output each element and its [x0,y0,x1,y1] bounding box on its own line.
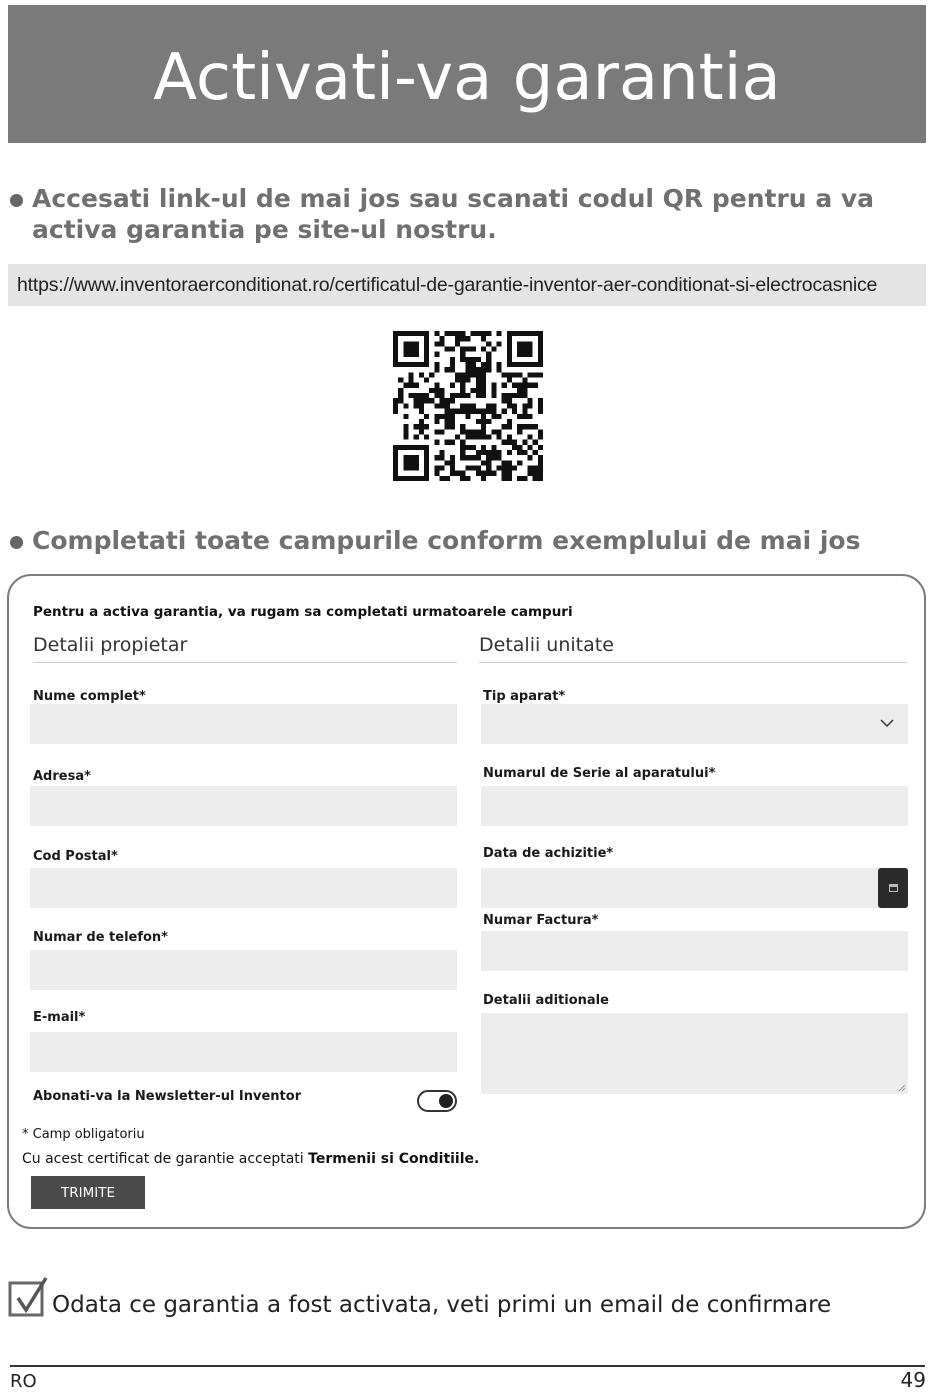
submit-button[interactable]: TRIMITE [31,1176,145,1209]
step-complete-fields [10,525,910,556]
terms-prefix: Cu acest certificat de garantie acceptati [22,1151,309,1167]
newsletter-label: Abonati-va la Newsletter-ul Inventor [33,1089,302,1104]
phone-label: Numar de telefon* [33,930,168,945]
invoice-number-label: Numar Factura* [483,913,599,928]
terms-link[interactable]: Termenii si Conditiile. [308,1151,480,1167]
purchase-date-input[interactable] [481,868,908,908]
email-input[interactable] [30,1032,457,1072]
full-name-input[interactable] [30,704,457,744]
qr-code-icon [393,331,543,481]
phone-input[interactable] [30,950,457,990]
step-access-link-text: Accesati link-ul de mai jos sau scanati codul QR pentru a va activa garantia pe site-ul nostru. [32,184,875,244]
serial-number-input[interactable] [481,786,908,826]
calendar-button[interactable] [878,868,908,908]
device-type-label: Tip aparat* [483,689,566,704]
warranty-form-example [7,574,926,1229]
toggle-knob [439,1094,453,1108]
email-label: E-mail* [33,1010,86,1025]
address-input[interactable] [30,786,457,826]
terms-note [22,1151,479,1167]
step-access-link [10,183,890,245]
additional-details-label: Detalii aditionale [483,993,609,1008]
step-complete-fields-text: Completati toate campurile conform exemplului de mai jos [32,526,861,555]
calendar-icon [889,884,898,892]
bullet-icon [10,536,23,549]
page-number: 49 [900,1368,926,1392]
resize-handle-icon[interactable] [898,1084,906,1092]
footer-divider [10,1365,925,1367]
serial-number-label: Numarul de Serie al aparatului* [483,766,716,781]
form-heading: Pentru a activa garantia, va rugam sa completati urmatoarele campuri [33,604,573,620]
owner-details-section-title: Detalii propietar [33,634,457,663]
newsletter-toggle[interactable] [417,1090,457,1112]
checkbox-checked-icon [8,1276,52,1320]
device-type-select[interactable] [481,704,908,744]
confirmation-text: Odata ce garantia a fost activata, veti primi un email de confirmare [52,1292,832,1318]
title-banner [8,5,926,143]
postal-code-label: Cod Postal* [33,849,118,864]
warranty-url-link[interactable]: https://www.inventoraerconditionat.ro/certificatul-de-garantie-inventor-aer-conditionat-si-electrocasnice [17,273,878,296]
postal-code-input[interactable] [30,868,457,908]
additional-details-textarea[interactable] [481,1013,908,1094]
confirmation-note [8,1276,831,1320]
required-field-note: * Camp obligatoriu [22,1127,145,1142]
unit-details-section-title: Detalii unitate [479,634,907,663]
full-name-label: Nume complet* [33,689,146,704]
invoice-number-input[interactable] [481,931,908,971]
page-title: Activati-va garantia [153,41,781,115]
footer-language: RO [10,1371,37,1392]
purchase-date-label: Data de achizitie* [483,846,614,861]
chevron-down-icon [880,716,894,730]
warranty-url-bar[interactable] [8,264,926,306]
address-label: Adresa* [33,769,91,784]
bullet-icon [10,194,23,207]
